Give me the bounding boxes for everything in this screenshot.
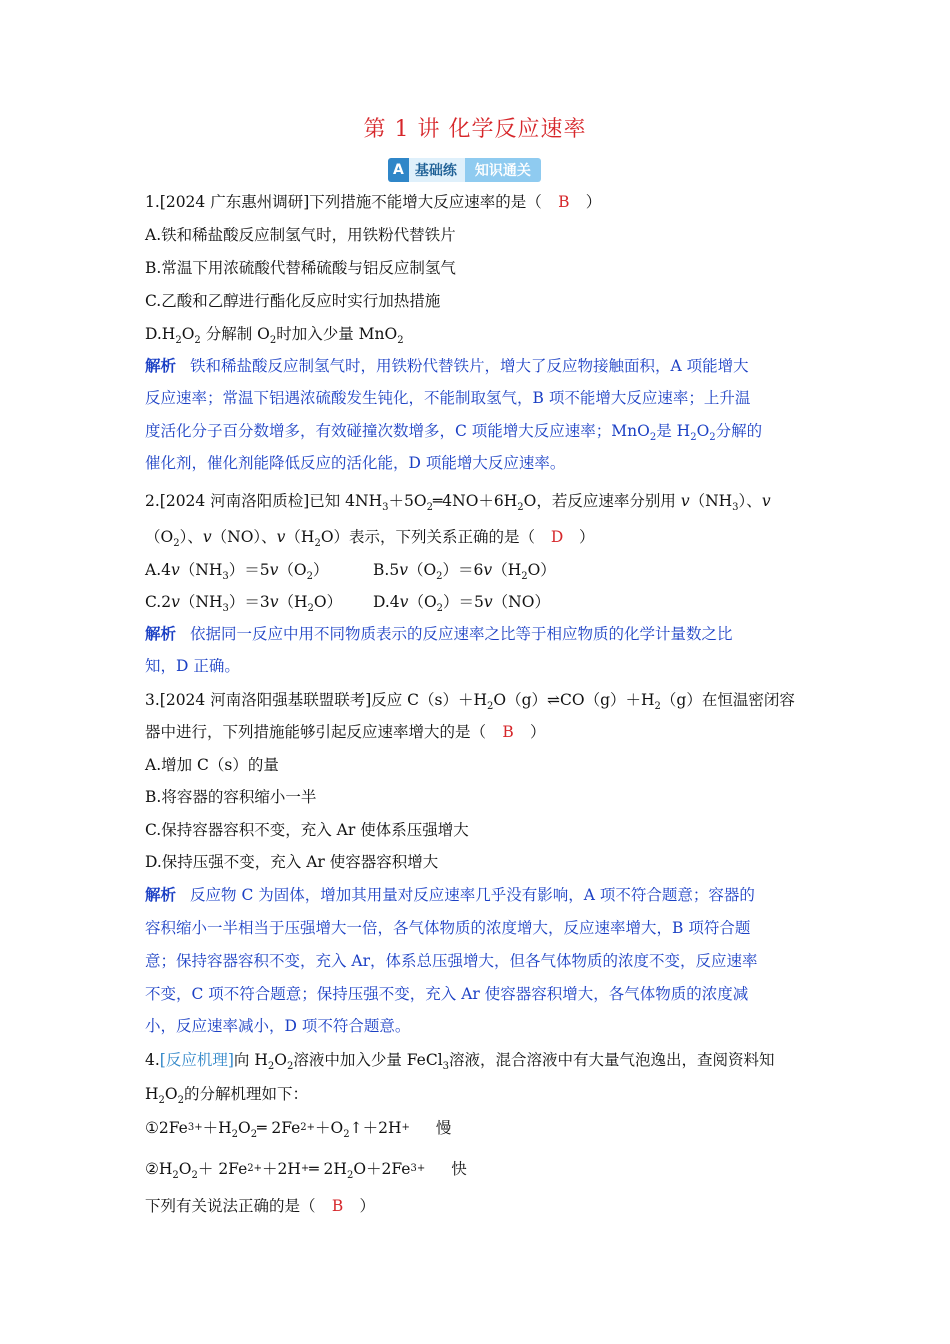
q3-option-c: C.保持容器容积不变，充入 Ar 使体系压强增大 (145, 821, 469, 839)
q2-option-b: $B.5v(O_2)=6v(H_2O)$ (373, 561, 556, 582)
q2-option-d: $D.4v(O_2)=5v(NO)$ (373, 593, 550, 614)
q3-explanation-line-3: 意；保持容器容积不变，充入 Ar，体系总压强增大，但各气体物质的浓度不变，反应速率 (145, 952, 758, 970)
q3-option-d: D.保持压强不变，充入 Ar 使容器容积增大 (145, 853, 439, 871)
q4-stem-line-1: 4.[反应机理]向 $H_2O_2$溶液中加入少量 FeCl$_3$溶液，混合溶液中有大量气泡逸出，查阅资料知 (145, 1051, 775, 1072)
q1-explanation-line-1: 解析 铁和稀盐酸反应制氢气时，用铁粉代替铁片，增大了反应物接触面积，A 项能增大 (145, 356, 749, 375)
q1-explanation-line-2: 反应速率；常温下铝遇浓硫酸发生钝化，不能制取氢气，B 项不能增大反应速率；上升温 (145, 389, 751, 407)
q1-explanation-line-4: 催化剂，催化剂能降低反应的活化能，D 项能增大反应速率。 (145, 454, 566, 472)
q3-explanation-line-4: 不变，C 项不符合题意；保持压强不变，充入 Ar 使容器容积增大，各气体物质的浓度减 (145, 985, 749, 1003)
q1-option-b: B.常温下用浓硫酸代替稀硫酸与铝反应制氢气 (145, 259, 456, 277)
q3-explanation-line-2: 容积缩小一半相当于压强增大一倍，各气体物质的浓度增大，反应速率增大，B 项符合题 (145, 919, 751, 937)
q2-answer: D (550, 528, 564, 546)
q2-stem-line-2: $(O_2)$、v（NO）、$v(H_2O)$表示，下列关系正确的是（ D ） (145, 528, 595, 549)
q1-option-d: $D.H_2O_2$ 分解制 $O_2$时加入少量 MnO$_2$ (145, 325, 404, 346)
q4-stem-line-2: $H_2O_2$的分解机理如下： (145, 1085, 309, 1106)
q3-explanation-label: 解析 (145, 885, 177, 904)
q2-options-row-1 (145, 560, 805, 580)
page-title: 第 1 讲 化学反应速率 (363, 117, 587, 142)
q3-explanation-line-5: 小，反应速率减小，D 项不符合题意。 (145, 1017, 411, 1035)
q1-option-c: C.乙酸和乙醇进行酯化反应时实行加热措施 (145, 292, 441, 310)
q3-explanation-line-1: 解析 反应物 C 为固体，增加其用量对反应速率几乎没有影响，A 项不符合题意；容器的 (145, 885, 755, 904)
badge-main-label: 基础练 (409, 158, 465, 182)
section-badge (388, 158, 541, 182)
q3-stem-line-1: 3.[2024 河南洛阳强基联盟联考]反应 $C(s)+H_2O(g)\rightleftharpoons CO(g)+H_2(g)$在恒温密闭容 (145, 691, 795, 712)
q1-stem: 1.[2024 广东惠州调研]下列措施不能增大反应速率的是（ B ） (145, 193, 602, 211)
q4-topic-tag: [反应机理] (159, 1051, 234, 1069)
badge-letter: A (388, 158, 409, 182)
q3-option-b: B.将容器的容积缩小一半 (145, 788, 317, 806)
q2-option-a: $A.4v(NH_3)=5v(O_2)$ (145, 561, 329, 582)
q3-answer: B (502, 723, 514, 741)
q3-stem-line-2: 器中进行，下列措施能够引起反应速率增大的是（ B ） (145, 723, 546, 741)
q4-question: 下列有关说法正确的是（ B ） (145, 1197, 376, 1215)
q2-stem-line-1: 2.[2024 河南洛阳质检]已知 $4NH_3+5O_2═4NO+6H_2O$，若反应速率分别用 $v(NH_3)$、v (145, 492, 771, 513)
q1-explanation-label: 解析 (145, 356, 177, 375)
q2-explanation-line-2: 知，D 正确。 (145, 657, 240, 675)
q1-option-a: A.铁和稀盐酸反应制氢气时，用铁粉代替铁片 (145, 226, 456, 244)
q2-options-row-2 (145, 592, 805, 612)
q4-reaction-1: $①2Fe^{3+}+H_2O_2═$ $2Fe^{2+}+O_2↑+2H^+$ 慢 (145, 1119, 452, 1140)
q3-option-a: A.增加 C（s）的量 (145, 756, 279, 774)
q4-answer: B (331, 1197, 344, 1215)
q2-option-c: $C.2v(NH_3)=3v(H_2O)$ (145, 593, 343, 614)
badge-sub-label: 知识通关 (465, 158, 541, 182)
q2-explanation-label: 解析 (145, 624, 177, 643)
q2-explanation-line-1: 解析 依据同一反应中用不同物质表示的反应速率之比等于相应物质的化学计量数之比 (145, 624, 733, 643)
q4-reaction-2: $②H_2O_2+$ $2Fe^{2+}+2H^+═$ $2H_2O+2Fe^{3+}$ 快 (145, 1160, 467, 1181)
q1-answer: B (558, 193, 570, 211)
q1-explanation-line-3: 度活化分子百分数增多，有效碰撞次数增多，C 项能增大反应速率；MnO$_2$是 $H_2O_2$分解的 (145, 422, 763, 443)
